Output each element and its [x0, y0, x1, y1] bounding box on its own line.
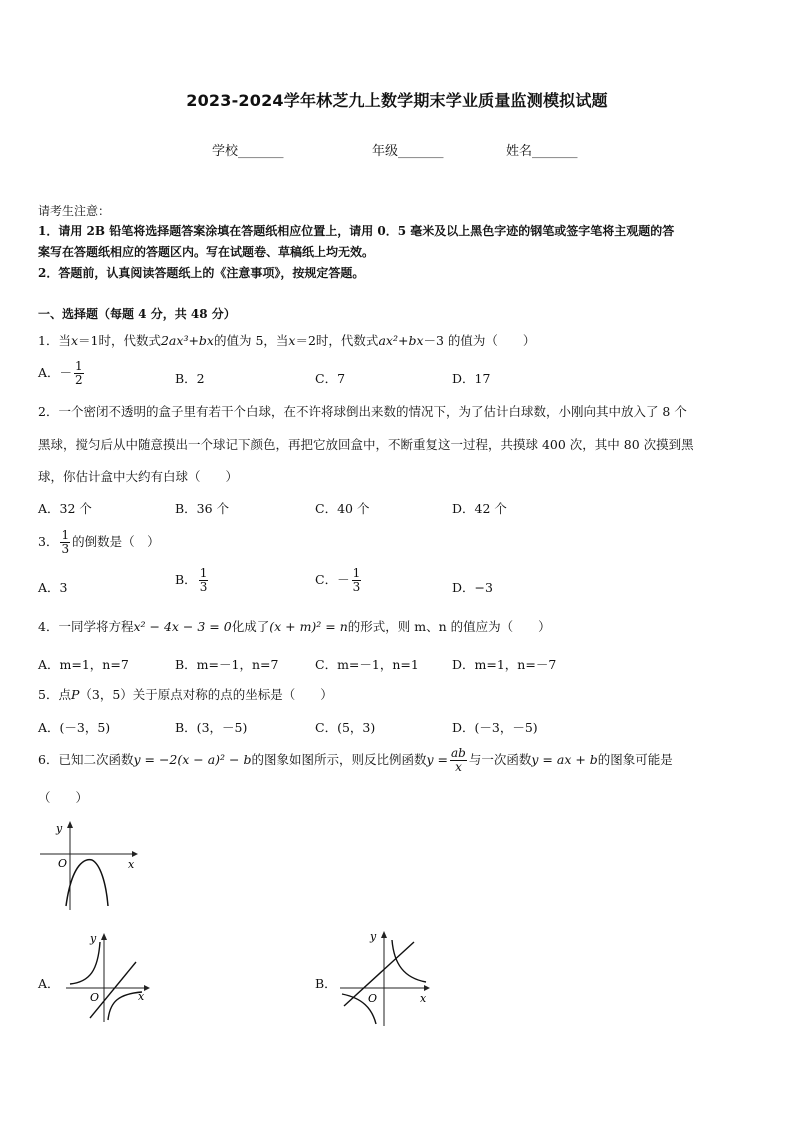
q2-option-c: C．40 个: [315, 501, 370, 516]
q2-option-d: D．42 个: [452, 501, 507, 516]
q5-option-a: A．(－3，5): [38, 720, 111, 735]
q5-option-b: B．(3，－5): [175, 720, 248, 735]
notice-item-1b: 案写在答题纸相应的答题区内。写在试题卷、草稿纸上均无效。: [38, 245, 375, 259]
line-graph: [90, 962, 136, 1018]
q4-option-a: A．m=1，n=7: [38, 657, 129, 672]
notice-item-1a: 1．请用 2B 铅笔将选择题答案涂填在答题纸相应位置上，请用 0．5 毫米及以上黑色字迹的钢笔或签字笔将主观题的答: [38, 224, 675, 238]
question-2-line-2: 黑球，搅匀后从中随意摸出一个球记下颜色，再把它放回盒中，不断重复这一过程，共摸球 400 次，其中 80 次摸到黑: [38, 437, 694, 452]
parabola-curve: [66, 860, 108, 906]
q5-option-c: C．(5，3): [315, 720, 376, 735]
question-5: 5．点P（3，5）关于原点对称的点的坐标是（ ）: [38, 687, 333, 702]
q3-option-a: A．3: [38, 580, 68, 595]
q3-option-d: D．−3: [452, 580, 493, 595]
q4-option-b: B．m=－1，n=7: [175, 657, 279, 672]
hyperbola-branch-left: [70, 942, 100, 984]
y-label: y: [56, 822, 63, 835]
hyperbola-branch-right: [108, 992, 142, 1020]
question-2-line-3: 球，你估计盒中大约有白球（ ）: [38, 469, 239, 484]
y-label: y: [370, 930, 377, 943]
q1-option-b: B．2: [175, 371, 205, 386]
name-field: 姓名_______: [506, 144, 578, 159]
option-a-graph: [62, 930, 152, 1025]
question-1: 1．当x＝1时，代数式2ax³+bx的值为 5，当x＝2时，代数式ax²+bx－3 的值为（ ）: [38, 333, 536, 348]
x-label: x: [420, 992, 427, 1005]
q3-option-c: C．－ $\frac{1}{3}$: [315, 566, 361, 594]
y-axis-arrow: [67, 821, 73, 828]
question-6: 6．已知二次函数y = −2(x − a)² − b的图象如图所示，则反比例函数y = $\frac{ab}{x}$ 与一次函数y = ax + b的图象可能是: [38, 746, 673, 774]
notice-heading: 请考生注意：: [38, 204, 111, 218]
q6-option-b: B．: [315, 976, 337, 991]
question-6-line-2: （ ）: [38, 790, 89, 805]
q6-option-a: A．: [38, 976, 60, 991]
page-title: 2023-2024学年林芝九上数学期末学业质量监测模拟试题: [186, 91, 608, 110]
origin-label: O: [368, 992, 378, 1005]
school-field: 学校_______: [212, 144, 284, 159]
y-axis-arrow: [101, 933, 107, 940]
x-axis-arrow: [424, 985, 430, 991]
y-label: y: [90, 932, 97, 945]
q1-option-a: A．－ $\frac{1}{2}$: [38, 359, 83, 387]
option-b-graph: [338, 928, 432, 1030]
origin-label: O: [90, 991, 100, 1004]
q4-option-c: C．m=－1，n=1: [315, 657, 419, 672]
grade-field: 年级_______: [372, 144, 444, 159]
x-label: x: [128, 858, 135, 871]
q2-option-b: B．36 个: [175, 501, 230, 516]
y-axis-arrow: [381, 931, 387, 938]
notice-item-2: 2．答题前，认真阅读答题纸上的《注意事项》，按规定答题。: [38, 266, 365, 280]
q2-option-a: A．32 个: [38, 501, 92, 516]
x-label: x: [138, 990, 145, 1003]
q4-option-d: D．m=1，n=－7: [452, 657, 557, 672]
line-graph: [344, 942, 414, 1006]
parabola-graph: [38, 820, 138, 912]
question-4: 4．一同学将方程x² − 4x − 3 = 0化成了(x + m)² = n的形式，则 m、n 的值应为（ ）: [38, 619, 551, 634]
x-axis-arrow: [144, 985, 150, 991]
section-heading: 一、选择题（每题 4 分，共 48 分）: [38, 307, 236, 321]
q1-option-c: C．7: [315, 371, 346, 386]
x-axis-arrow: [132, 851, 138, 857]
q1-option-d: D．17: [452, 371, 491, 386]
origin-label: O: [58, 857, 68, 870]
q5-option-d: D．(－3，－5): [452, 720, 538, 735]
question-2-line-1: 2．一个密闭不透明的盒子里有若干个白球，在不许将球倒出来数的情况下，为了估计白球数，小刚向其中放入了 8 个: [38, 404, 687, 419]
q3-option-b: B． $\frac{1}{3}$: [175, 566, 208, 594]
question-3: 3． $\frac{1}{3}$ 的倒数是（ ）: [38, 528, 160, 556]
